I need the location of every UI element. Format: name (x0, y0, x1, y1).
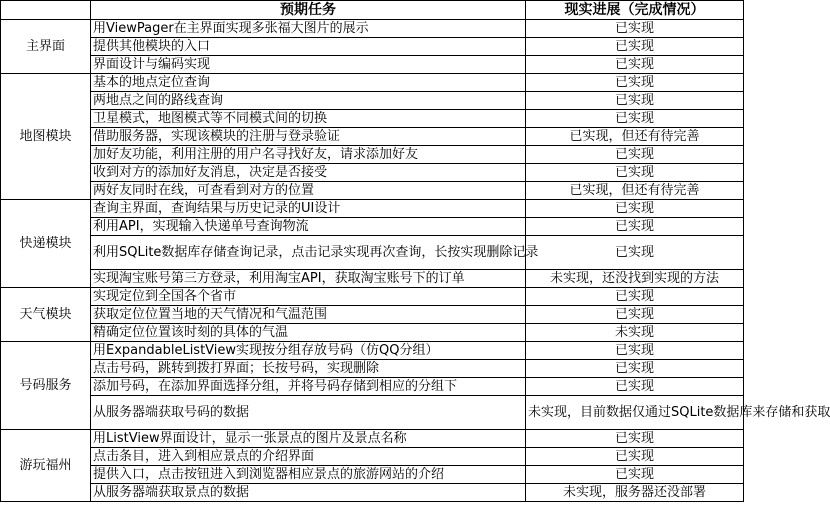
table-row (1, 146, 744, 164)
table-row (1, 164, 744, 182)
task-cell: 两好友同时在线，可查看到对方的位置 (91, 182, 526, 200)
table-row (1, 38, 744, 56)
status-cell: 已实现 (526, 164, 744, 182)
module-name: 地图模块 (1, 74, 91, 200)
task-cell: 从服务器端获取号码的数据 (91, 396, 526, 430)
table-row (1, 396, 744, 430)
table-row (1, 306, 744, 324)
task-cell: 基本的地点定位查询 (91, 74, 526, 92)
status-cell: 未实现 (526, 324, 744, 342)
task-cell: 获取定位位置当地的天气情况和气温范围 (91, 306, 526, 324)
task-cell: 两地点之间的路线查询 (91, 92, 526, 110)
status-cell: 已实现 (526, 306, 744, 324)
task-cell: 用ViewPager在主界面实现多张福大图片的展示 (91, 20, 526, 38)
status-cell: 未实现，还没找到实现的方法 (526, 270, 744, 288)
table-row (1, 236, 744, 270)
status-cell: 已实现 (526, 236, 744, 270)
status-cell: 已实现 (526, 92, 744, 110)
header-module (1, 1, 91, 20)
table-row (1, 56, 744, 74)
table-row (1, 466, 744, 484)
module-name: 快递模块 (1, 200, 91, 288)
table-row (1, 92, 744, 110)
task-cell: 查询主界面，查询结果与历史记录的UI设计 (91, 200, 526, 218)
task-cell: 借助服务器，实现该模块的注册与登录验证 (91, 128, 526, 146)
table-row (1, 128, 744, 146)
table-row (1, 360, 744, 378)
task-cell: 精确定位位置该时刻的具体的气温 (91, 324, 526, 342)
table-row (1, 324, 744, 342)
status-cell: 已实现，但还有待完善 (526, 182, 744, 200)
status-cell: 已实现 (526, 448, 744, 466)
table-row (1, 288, 744, 306)
status-cell: 已实现 (526, 360, 744, 378)
task-cell: 添加号码，在添加界面选择分组，并将号码存储到相应的分组下 (91, 378, 526, 396)
table-row (1, 270, 744, 288)
task-cell: 加好友功能，利用注册的用户名寻找好友，请求添加好友 (91, 146, 526, 164)
table-row (1, 20, 744, 38)
status-cell: 已实现 (526, 146, 744, 164)
status-cell: 已实现 (526, 378, 744, 396)
task-cell: 点击号码，跳转到拨打界面；长按号码，实现删除 (91, 360, 526, 378)
task-cell: 利用API，实现输入快递单号查询物流 (91, 218, 526, 236)
status-cell: 已实现 (526, 74, 744, 92)
table-row (1, 378, 744, 396)
status-cell: 未实现，目前数据仅通过SQLite数据库来存储和获取 (526, 396, 744, 430)
status-cell: 已实现 (526, 110, 744, 128)
module-name: 主界面 (1, 20, 91, 74)
status-cell: 已实现 (526, 200, 744, 218)
table-row (1, 430, 744, 448)
header-row (1, 1, 744, 20)
task-cell: 用ExpandableListView实现按分组存放号码（仿QQ分组） (91, 342, 526, 360)
table-row (1, 200, 744, 218)
status-cell: 已实现 (526, 20, 744, 38)
table-row (1, 74, 744, 92)
module-name: 天气模块 (1, 288, 91, 342)
status-cell: 未实现，服务器还没部署 (526, 484, 744, 502)
table-row (1, 182, 744, 200)
status-cell: 已实现 (526, 342, 744, 360)
task-cell: 实现定位到全国各个省市 (91, 288, 526, 306)
task-cell: 收到对方的添加好友消息，决定是否接受 (91, 164, 526, 182)
module-name: 游玩福州 (1, 430, 91, 502)
status-cell: 已实现 (526, 38, 744, 56)
status-cell: 已实现 (526, 288, 744, 306)
task-cell: 卫星模式，地图模式等不同模式间的切换 (91, 110, 526, 128)
task-cell: 点击条目，进入到相应景点的介绍界面 (91, 448, 526, 466)
table-row (1, 484, 744, 502)
task-cell: 界面设计与编码实现 (91, 56, 526, 74)
task-cell: 提供入口，点击按钮进入到浏览器相应景点的旅游网站的介绍 (91, 466, 526, 484)
table-row (1, 342, 744, 360)
task-cell: 用ListView界面设计，显示一张景点的图片及景点名称 (91, 430, 526, 448)
header-status: 现实进展（完成情况） (526, 1, 744, 20)
status-cell: 已实现 (526, 466, 744, 484)
task-cell: 从服务器端获取景点的数据 (91, 484, 526, 502)
task-cell: 实现淘宝账号第三方登录，利用淘宝API，获取淘宝账号下的订单 (91, 270, 526, 288)
task-cell: 提供其他模块的入口 (91, 38, 526, 56)
table-row (1, 218, 744, 236)
header-task: 预期任务 (91, 1, 526, 20)
table-body (1, 20, 830, 502)
task-cell: 利用SQLite数据库存储查询记录，点击记录实现再次查询，长按实现删除记录 (91, 236, 526, 270)
table-row (1, 448, 744, 466)
table-row (1, 110, 744, 128)
status-cell: 已实现 (526, 56, 744, 74)
status-cell: 已实现，但还有待完善 (526, 128, 744, 146)
status-cell: 已实现 (526, 430, 744, 448)
module-name: 号码服务 (1, 342, 91, 430)
status-cell: 已实现 (526, 218, 744, 236)
